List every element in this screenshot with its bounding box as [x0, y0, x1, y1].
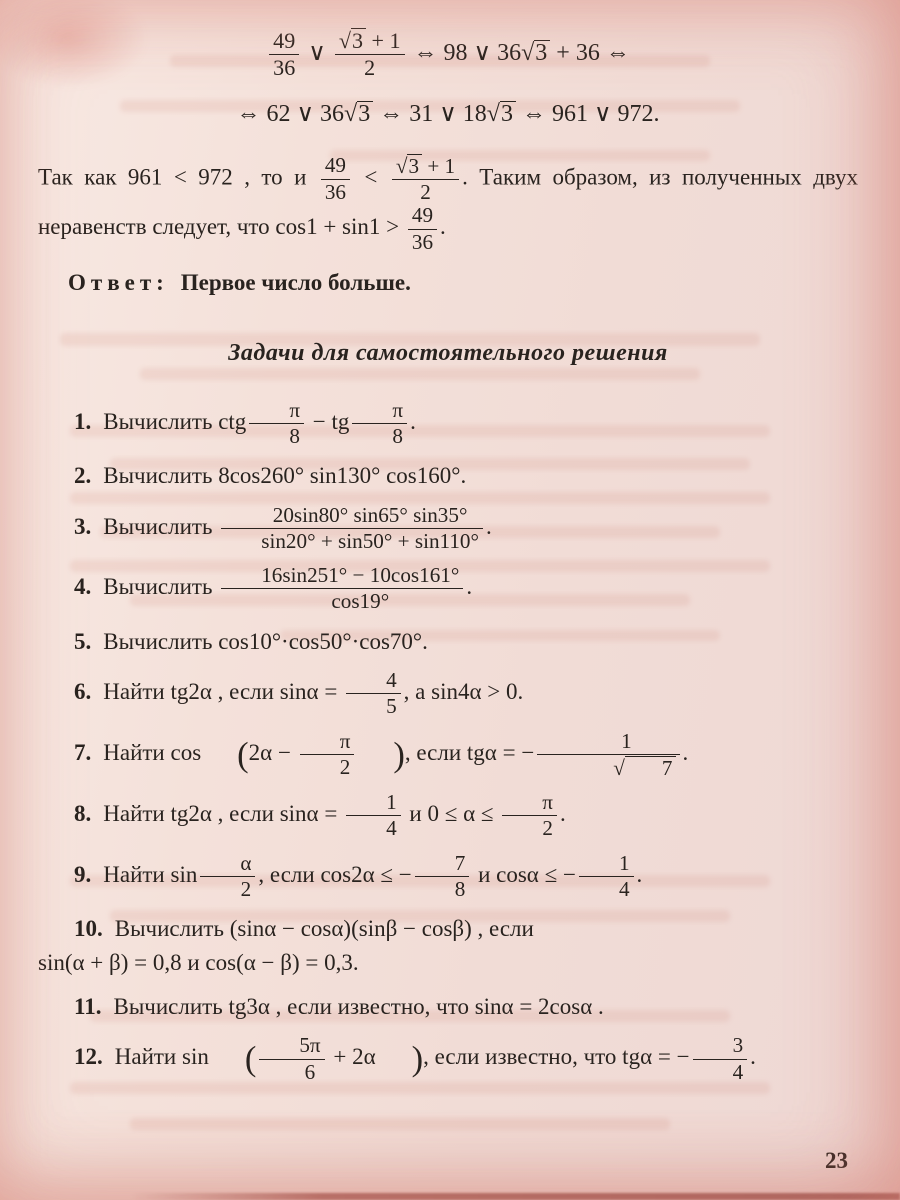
problem-text: Вычислить (sinα − cosα)(sinβ − cosβ) , если sin(α + β) = 0,8 и cos(α − β) = 0,3.	[38, 916, 534, 975]
problem-text: Вычислить tg3α , если известно, что sinα = 2cosα .	[113, 993, 604, 1019]
page-content	[38, 0, 858, 1095]
problem-number: 8.	[74, 801, 92, 827]
section-heading: Задачи для самостоятельного решения	[228, 339, 668, 366]
problem-list	[38, 399, 858, 1084]
problem-10	[38, 912, 858, 979]
problem-12	[38, 1034, 858, 1084]
solution-line-1: $\frac{49}{36}$ ∨ √ 3 + 1 2 ⇔ 98 ∨ 36 √ 3 + 36 ⇔	[38, 28, 858, 81]
problem-6	[38, 669, 858, 719]
problem-text: Найти tg2α , если sinα = $\frac{1}{4}$ и 0 ≤ α ≤ $\frac{\pi}{2}$ .	[103, 790, 566, 841]
problem-number: 1.	[74, 408, 92, 434]
bleed-through-line	[130, 1118, 670, 1130]
problem-number: 10.	[74, 916, 103, 942]
problem-text: Найти tg2α , если sinα = $\frac{4}{5}$ , а sin4α > 0.	[103, 668, 524, 719]
problem-2	[38, 459, 858, 492]
solution-paragraph: Так как 961 < 972 , то и $\frac{49}{36}$ < √ 3 + 1 2 . Таким образом, из полученных двух неравенств следует, что cos1 + sin1 > $\frac{49}{36}$ .	[38, 153, 858, 254]
solution-line-2: ⇔ 62 ∨ 36 √ 3 ⇔ 31 ∨ 18 √ 3 ⇔ 961 ∨ 972.	[236, 100, 660, 127]
problem-number: 7.	[74, 740, 92, 766]
problem-text: Вычислить $\frac{20\sin 80^\circ \sin 65^\circ \sin 35^\circ}{\sin 20^\circ + \sin 50^\circ + \sin 110^\circ}$ .	[103, 502, 492, 553]
problem-4	[38, 564, 858, 614]
answer-text: Первое число больше.	[180, 269, 411, 295]
answer-label: Ответ:	[68, 269, 169, 295]
page-number: 23	[825, 1148, 848, 1173]
problem-11	[38, 990, 858, 1023]
problem-text: Вычислить cos10°·cos50°·cos70°.	[103, 628, 428, 654]
problem-number: 2.	[74, 463, 92, 489]
problem-3	[38, 504, 858, 554]
problem-number: 9.	[74, 861, 92, 887]
problem-number: 4.	[74, 574, 92, 600]
answer-line	[38, 270, 858, 296]
scan-edge-shadow	[130, 1193, 900, 1200]
problem-text: Вычислить 8cos260° sin130° cos160°.	[103, 463, 467, 489]
problem-number: 11.	[74, 993, 102, 1019]
problem-number: 5.	[74, 628, 92, 654]
problem-number: 6.	[74, 679, 92, 705]
problem-7	[38, 730, 858, 781]
problem-text: Найти cos (2α − $\frac{\pi}{2}$ ), если tgα = − 1 √ 7 .	[103, 728, 689, 780]
problem-text: Найти sin $\frac{\alpha}{2}$ , если cos2α ≤ − $\frac{7}{8}$ и cosα ≤ − $\frac{1}{4}$ .	[103, 850, 643, 901]
problem-number: 12.	[74, 1044, 103, 1070]
problem-text: Найти sin ( $\frac{5\pi}{6}$ + 2α ), если известно, что tgα = − $\frac{3}{4}$ .	[114, 1033, 756, 1084]
problem-1	[38, 399, 858, 449]
problem-8	[38, 791, 858, 841]
problem-number: 3.	[74, 513, 92, 539]
problem-5	[38, 625, 858, 658]
problem-9	[38, 852, 858, 902]
problem-text: Вычислить $\frac{16\sin 251^\circ - 10\cos 161^\circ}{\cos 19^\circ}$ .	[103, 563, 473, 614]
problem-text: Вычислить ctg $\frac{\pi}{8}$ − tg $\frac{\pi}{8}$ .	[103, 397, 416, 449]
